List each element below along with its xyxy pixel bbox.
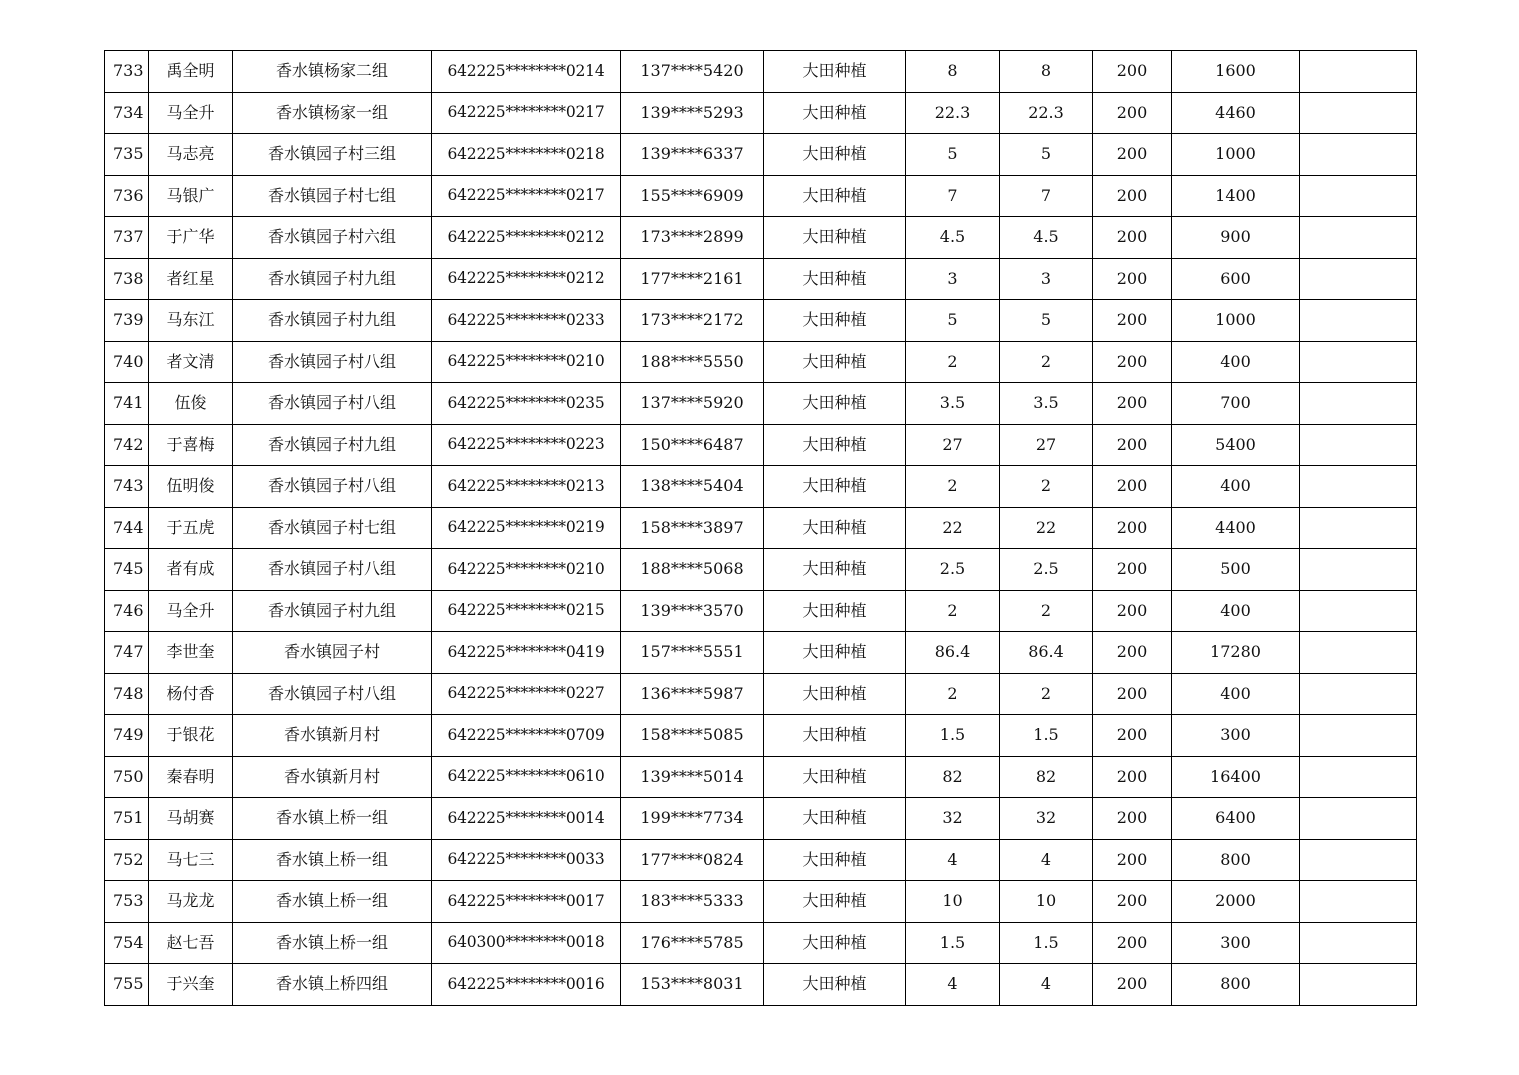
cell-phone: 173****2172 xyxy=(621,300,764,342)
cell-rate: 200 xyxy=(1093,715,1172,757)
cell-id-number: 642225********0033 xyxy=(432,839,621,881)
cell-id-number: 642225********0235 xyxy=(432,383,621,425)
cell-rate: 200 xyxy=(1093,383,1172,425)
cell-phone: 137****5420 xyxy=(621,51,764,93)
cell-category: 大田种植 xyxy=(764,632,906,674)
cell-name: 于兴奎 xyxy=(149,964,233,1006)
cell-remarks xyxy=(1300,922,1417,964)
cell-remarks xyxy=(1300,798,1417,840)
cell-area: 82 xyxy=(906,756,1000,798)
table-row xyxy=(105,134,1417,176)
cell-address: 香水镇新月村 xyxy=(233,756,432,798)
cell-phone: 153****8031 xyxy=(621,964,764,1006)
cell-area: 7 xyxy=(906,175,1000,217)
cell-id-number: 642225********0709 xyxy=(432,715,621,757)
cell-remarks xyxy=(1300,466,1417,508)
cell-phone: 157****5551 xyxy=(621,632,764,674)
cell-amount: 700 xyxy=(1172,383,1300,425)
cell-remarks xyxy=(1300,217,1417,259)
cell-category: 大田种植 xyxy=(764,756,906,798)
cell-id-number: 642225********0217 xyxy=(432,92,621,134)
table-row xyxy=(105,466,1417,508)
cell-remarks xyxy=(1300,175,1417,217)
cell-area: 22.3 xyxy=(906,92,1000,134)
cell-serial-no: 742 xyxy=(105,424,149,466)
cell-phone: 139****5014 xyxy=(621,756,764,798)
cell-name: 者文清 xyxy=(149,341,233,383)
cell-address: 香水镇园子村八组 xyxy=(233,549,432,591)
data-table xyxy=(104,50,1417,1006)
table-row xyxy=(105,922,1417,964)
cell-rate: 200 xyxy=(1093,922,1172,964)
cell-remarks xyxy=(1300,632,1417,674)
cell-id-number: 642225********0215 xyxy=(432,590,621,632)
cell-id-number: 642225********0016 xyxy=(432,964,621,1006)
cell-area: 5 xyxy=(906,300,1000,342)
cell-address: 香水镇园子村八组 xyxy=(233,383,432,425)
cell-id-number: 642225********0219 xyxy=(432,507,621,549)
cell-phone: 158****3897 xyxy=(621,507,764,549)
cell-subsidy-area: 22 xyxy=(1000,507,1093,549)
cell-phone: 188****5550 xyxy=(621,341,764,383)
cell-address: 香水镇园子村九组 xyxy=(233,590,432,632)
cell-id-number: 642225********0610 xyxy=(432,756,621,798)
cell-category: 大田种植 xyxy=(764,839,906,881)
cell-category: 大田种植 xyxy=(764,217,906,259)
cell-id-number: 642225********0212 xyxy=(432,217,621,259)
cell-serial-no: 734 xyxy=(105,92,149,134)
cell-address: 香水镇园子村三组 xyxy=(233,134,432,176)
cell-category: 大田种植 xyxy=(764,881,906,923)
cell-serial-no: 751 xyxy=(105,798,149,840)
cell-category: 大田种植 xyxy=(764,300,906,342)
cell-serial-no: 735 xyxy=(105,134,149,176)
cell-rate: 200 xyxy=(1093,466,1172,508)
cell-id-number: 642225********0419 xyxy=(432,632,621,674)
cell-id-number: 642225********0210 xyxy=(432,341,621,383)
cell-phone: 199****7734 xyxy=(621,798,764,840)
cell-remarks xyxy=(1300,673,1417,715)
cell-name: 马志亮 xyxy=(149,134,233,176)
cell-area: 8 xyxy=(906,51,1000,93)
cell-name: 于喜梅 xyxy=(149,424,233,466)
cell-subsidy-area: 2 xyxy=(1000,590,1093,632)
cell-amount: 17280 xyxy=(1172,632,1300,674)
cell-serial-no: 753 xyxy=(105,881,149,923)
cell-category: 大田种植 xyxy=(764,175,906,217)
table-body xyxy=(105,51,1417,1006)
cell-phone: 158****5085 xyxy=(621,715,764,757)
cell-subsidy-area: 1.5 xyxy=(1000,922,1093,964)
cell-category: 大田种植 xyxy=(764,715,906,757)
cell-remarks xyxy=(1300,839,1417,881)
cell-remarks xyxy=(1300,51,1417,93)
cell-remarks xyxy=(1300,881,1417,923)
cell-amount: 400 xyxy=(1172,590,1300,632)
cell-subsidy-area: 27 xyxy=(1000,424,1093,466)
cell-category: 大田种植 xyxy=(764,798,906,840)
cell-category: 大田种植 xyxy=(764,590,906,632)
cell-amount: 400 xyxy=(1172,466,1300,508)
cell-rate: 200 xyxy=(1093,756,1172,798)
table-row xyxy=(105,673,1417,715)
cell-rate: 200 xyxy=(1093,92,1172,134)
cell-amount: 800 xyxy=(1172,839,1300,881)
cell-amount: 1000 xyxy=(1172,134,1300,176)
cell-area: 2 xyxy=(906,466,1000,508)
cell-rate: 200 xyxy=(1093,590,1172,632)
cell-name: 禹全明 xyxy=(149,51,233,93)
cell-serial-no: 746 xyxy=(105,590,149,632)
cell-remarks xyxy=(1300,300,1417,342)
cell-address: 香水镇杨家二组 xyxy=(233,51,432,93)
cell-name: 马七三 xyxy=(149,839,233,881)
cell-amount: 2000 xyxy=(1172,881,1300,923)
cell-area: 86.4 xyxy=(906,632,1000,674)
cell-serial-no: 749 xyxy=(105,715,149,757)
cell-amount: 1400 xyxy=(1172,175,1300,217)
cell-id-number: 642225********0210 xyxy=(432,549,621,591)
cell-serial-no: 752 xyxy=(105,839,149,881)
cell-area: 4 xyxy=(906,964,1000,1006)
cell-remarks xyxy=(1300,424,1417,466)
cell-category: 大田种植 xyxy=(764,341,906,383)
cell-rate: 200 xyxy=(1093,341,1172,383)
cell-amount: 500 xyxy=(1172,549,1300,591)
cell-name: 者红星 xyxy=(149,258,233,300)
cell-serial-no: 741 xyxy=(105,383,149,425)
cell-subsidy-area: 5 xyxy=(1000,134,1093,176)
cell-amount: 4400 xyxy=(1172,507,1300,549)
cell-area: 3 xyxy=(906,258,1000,300)
cell-area: 1.5 xyxy=(906,715,1000,757)
cell-name: 马全升 xyxy=(149,92,233,134)
cell-name: 伍明俊 xyxy=(149,466,233,508)
cell-id-number: 642225********0213 xyxy=(432,466,621,508)
cell-category: 大田种植 xyxy=(764,258,906,300)
table-row xyxy=(105,590,1417,632)
cell-amount: 400 xyxy=(1172,673,1300,715)
cell-category: 大田种植 xyxy=(764,92,906,134)
cell-remarks xyxy=(1300,258,1417,300)
table-row xyxy=(105,549,1417,591)
cell-remarks xyxy=(1300,756,1417,798)
cell-phone: 177****2161 xyxy=(621,258,764,300)
table-row xyxy=(105,300,1417,342)
cell-rate: 200 xyxy=(1093,258,1172,300)
cell-amount: 300 xyxy=(1172,715,1300,757)
cell-area: 2.5 xyxy=(906,549,1000,591)
cell-phone: 183****5333 xyxy=(621,881,764,923)
cell-id-number: 642225********0217 xyxy=(432,175,621,217)
cell-address: 香水镇园子村七组 xyxy=(233,507,432,549)
cell-id-number: 640300********0018 xyxy=(432,922,621,964)
cell-phone: 188****5068 xyxy=(621,549,764,591)
cell-category: 大田种植 xyxy=(764,51,906,93)
cell-subsidy-area: 2 xyxy=(1000,341,1093,383)
cell-name: 于银花 xyxy=(149,715,233,757)
cell-rate: 200 xyxy=(1093,507,1172,549)
cell-id-number: 642225********0212 xyxy=(432,258,621,300)
cell-area: 10 xyxy=(906,881,1000,923)
cell-phone: 177****0824 xyxy=(621,839,764,881)
cell-name: 赵七吾 xyxy=(149,922,233,964)
cell-address: 香水镇园子村八组 xyxy=(233,466,432,508)
cell-name: 秦春明 xyxy=(149,756,233,798)
cell-address: 香水镇园子村九组 xyxy=(233,258,432,300)
cell-name: 杨付香 xyxy=(149,673,233,715)
cell-remarks xyxy=(1300,549,1417,591)
cell-serial-no: 740 xyxy=(105,341,149,383)
cell-phone: 173****2899 xyxy=(621,217,764,259)
cell-address: 香水镇园子村八组 xyxy=(233,673,432,715)
cell-serial-no: 748 xyxy=(105,673,149,715)
table-row xyxy=(105,92,1417,134)
cell-name: 李世奎 xyxy=(149,632,233,674)
cell-rate: 200 xyxy=(1093,881,1172,923)
cell-category: 大田种植 xyxy=(764,673,906,715)
cell-amount: 400 xyxy=(1172,341,1300,383)
table-row xyxy=(105,258,1417,300)
cell-area: 1.5 xyxy=(906,922,1000,964)
cell-subsidy-area: 5 xyxy=(1000,300,1093,342)
cell-subsidy-area: 8 xyxy=(1000,51,1093,93)
cell-serial-no: 736 xyxy=(105,175,149,217)
cell-id-number: 642225********0218 xyxy=(432,134,621,176)
cell-rate: 200 xyxy=(1093,217,1172,259)
table-row xyxy=(105,756,1417,798)
cell-remarks xyxy=(1300,134,1417,176)
cell-area: 4.5 xyxy=(906,217,1000,259)
cell-rate: 200 xyxy=(1093,673,1172,715)
cell-amount: 600 xyxy=(1172,258,1300,300)
cell-serial-no: 737 xyxy=(105,217,149,259)
cell-category: 大田种植 xyxy=(764,424,906,466)
cell-address: 香水镇园子村六组 xyxy=(233,217,432,259)
cell-serial-no: 754 xyxy=(105,922,149,964)
cell-amount: 900 xyxy=(1172,217,1300,259)
cell-name: 马龙龙 xyxy=(149,881,233,923)
cell-serial-no: 755 xyxy=(105,964,149,1006)
cell-subsidy-area: 2.5 xyxy=(1000,549,1093,591)
cell-remarks xyxy=(1300,715,1417,757)
table-row xyxy=(105,632,1417,674)
cell-name: 者有成 xyxy=(149,549,233,591)
table-row xyxy=(105,839,1417,881)
cell-amount: 16400 xyxy=(1172,756,1300,798)
cell-rate: 200 xyxy=(1093,964,1172,1006)
cell-subsidy-area: 3.5 xyxy=(1000,383,1093,425)
cell-address: 香水镇上桥一组 xyxy=(233,839,432,881)
cell-rate: 200 xyxy=(1093,798,1172,840)
cell-serial-no: 733 xyxy=(105,51,149,93)
cell-address: 香水镇园子村八组 xyxy=(233,341,432,383)
cell-subsidy-area: 4 xyxy=(1000,839,1093,881)
cell-phone: 139****5293 xyxy=(621,92,764,134)
table-row xyxy=(105,507,1417,549)
cell-amount: 5400 xyxy=(1172,424,1300,466)
cell-phone: 139****3570 xyxy=(621,590,764,632)
cell-remarks xyxy=(1300,590,1417,632)
cell-rate: 200 xyxy=(1093,300,1172,342)
cell-address: 香水镇上桥一组 xyxy=(233,881,432,923)
cell-area: 5 xyxy=(906,134,1000,176)
cell-area: 27 xyxy=(906,424,1000,466)
cell-subsidy-area: 4.5 xyxy=(1000,217,1093,259)
cell-subsidy-area: 32 xyxy=(1000,798,1093,840)
cell-category: 大田种植 xyxy=(764,383,906,425)
table-row xyxy=(105,217,1417,259)
cell-remarks xyxy=(1300,507,1417,549)
cell-subsidy-area: 4 xyxy=(1000,964,1093,1006)
cell-subsidy-area: 2 xyxy=(1000,673,1093,715)
cell-subsidy-area: 10 xyxy=(1000,881,1093,923)
cell-rate: 200 xyxy=(1093,424,1172,466)
table-row xyxy=(105,383,1417,425)
cell-remarks xyxy=(1300,383,1417,425)
cell-serial-no: 744 xyxy=(105,507,149,549)
cell-remarks xyxy=(1300,92,1417,134)
cell-address: 香水镇杨家一组 xyxy=(233,92,432,134)
cell-phone: 150****6487 xyxy=(621,424,764,466)
cell-area: 22 xyxy=(906,507,1000,549)
cell-address: 香水镇园子村七组 xyxy=(233,175,432,217)
cell-category: 大田种植 xyxy=(764,134,906,176)
cell-id-number: 642225********0223 xyxy=(432,424,621,466)
cell-amount: 6400 xyxy=(1172,798,1300,840)
cell-phone: 138****5404 xyxy=(621,466,764,508)
cell-address: 香水镇上桥一组 xyxy=(233,922,432,964)
cell-amount: 1600 xyxy=(1172,51,1300,93)
cell-id-number: 642225********0014 xyxy=(432,798,621,840)
cell-address: 香水镇园子村九组 xyxy=(233,424,432,466)
cell-serial-no: 745 xyxy=(105,549,149,591)
cell-name: 于五虎 xyxy=(149,507,233,549)
table-row xyxy=(105,798,1417,840)
cell-phone: 137****5920 xyxy=(621,383,764,425)
cell-category: 大田种植 xyxy=(764,466,906,508)
cell-name: 马银广 xyxy=(149,175,233,217)
cell-name: 马全升 xyxy=(149,590,233,632)
table-row xyxy=(105,51,1417,93)
cell-serial-no: 738 xyxy=(105,258,149,300)
cell-rate: 200 xyxy=(1093,549,1172,591)
table-row xyxy=(105,715,1417,757)
cell-id-number: 642225********0233 xyxy=(432,300,621,342)
cell-phone: 139****6337 xyxy=(621,134,764,176)
cell-phone: 136****5987 xyxy=(621,673,764,715)
cell-name: 马胡赛 xyxy=(149,798,233,840)
cell-address: 香水镇上桥一组 xyxy=(233,798,432,840)
cell-address: 香水镇园子村 xyxy=(233,632,432,674)
cell-area: 2 xyxy=(906,673,1000,715)
cell-id-number: 642225********0214 xyxy=(432,51,621,93)
cell-subsidy-area: 1.5 xyxy=(1000,715,1093,757)
cell-area: 32 xyxy=(906,798,1000,840)
table-row xyxy=(105,424,1417,466)
cell-area: 4 xyxy=(906,839,1000,881)
cell-address: 香水镇园子村九组 xyxy=(233,300,432,342)
cell-address: 香水镇新月村 xyxy=(233,715,432,757)
cell-serial-no: 739 xyxy=(105,300,149,342)
cell-area: 2 xyxy=(906,341,1000,383)
cell-name: 于广华 xyxy=(149,217,233,259)
cell-serial-no: 750 xyxy=(105,756,149,798)
cell-id-number: 642225********0017 xyxy=(432,881,621,923)
cell-subsidy-area: 22.3 xyxy=(1000,92,1093,134)
cell-category: 大田种植 xyxy=(764,922,906,964)
cell-serial-no: 747 xyxy=(105,632,149,674)
cell-amount: 300 xyxy=(1172,922,1300,964)
cell-subsidy-area: 7 xyxy=(1000,175,1093,217)
cell-remarks xyxy=(1300,341,1417,383)
cell-phone: 155****6909 xyxy=(621,175,764,217)
cell-phone: 176****5785 xyxy=(621,922,764,964)
cell-rate: 200 xyxy=(1093,51,1172,93)
cell-rate: 200 xyxy=(1093,175,1172,217)
table-row xyxy=(105,881,1417,923)
cell-name: 伍俊 xyxy=(149,383,233,425)
cell-name: 马东江 xyxy=(149,300,233,342)
cell-subsidy-area: 86.4 xyxy=(1000,632,1093,674)
cell-id-number: 642225********0227 xyxy=(432,673,621,715)
cell-amount: 800 xyxy=(1172,964,1300,1006)
table-row xyxy=(105,175,1417,217)
cell-category: 大田种植 xyxy=(764,507,906,549)
cell-area: 2 xyxy=(906,590,1000,632)
cell-subsidy-area: 2 xyxy=(1000,466,1093,508)
table-row xyxy=(105,964,1417,1006)
cell-rate: 200 xyxy=(1093,134,1172,176)
cell-rate: 200 xyxy=(1093,839,1172,881)
cell-remarks xyxy=(1300,964,1417,1006)
cell-category: 大田种植 xyxy=(764,964,906,1006)
cell-amount: 4460 xyxy=(1172,92,1300,134)
cell-amount: 1000 xyxy=(1172,300,1300,342)
table-row xyxy=(105,341,1417,383)
cell-serial-no: 743 xyxy=(105,466,149,508)
cell-area: 3.5 xyxy=(906,383,1000,425)
cell-address: 香水镇上桥四组 xyxy=(233,964,432,1006)
cell-category: 大田种植 xyxy=(764,549,906,591)
cell-rate: 200 xyxy=(1093,632,1172,674)
cell-subsidy-area: 82 xyxy=(1000,756,1093,798)
cell-subsidy-area: 3 xyxy=(1000,258,1093,300)
